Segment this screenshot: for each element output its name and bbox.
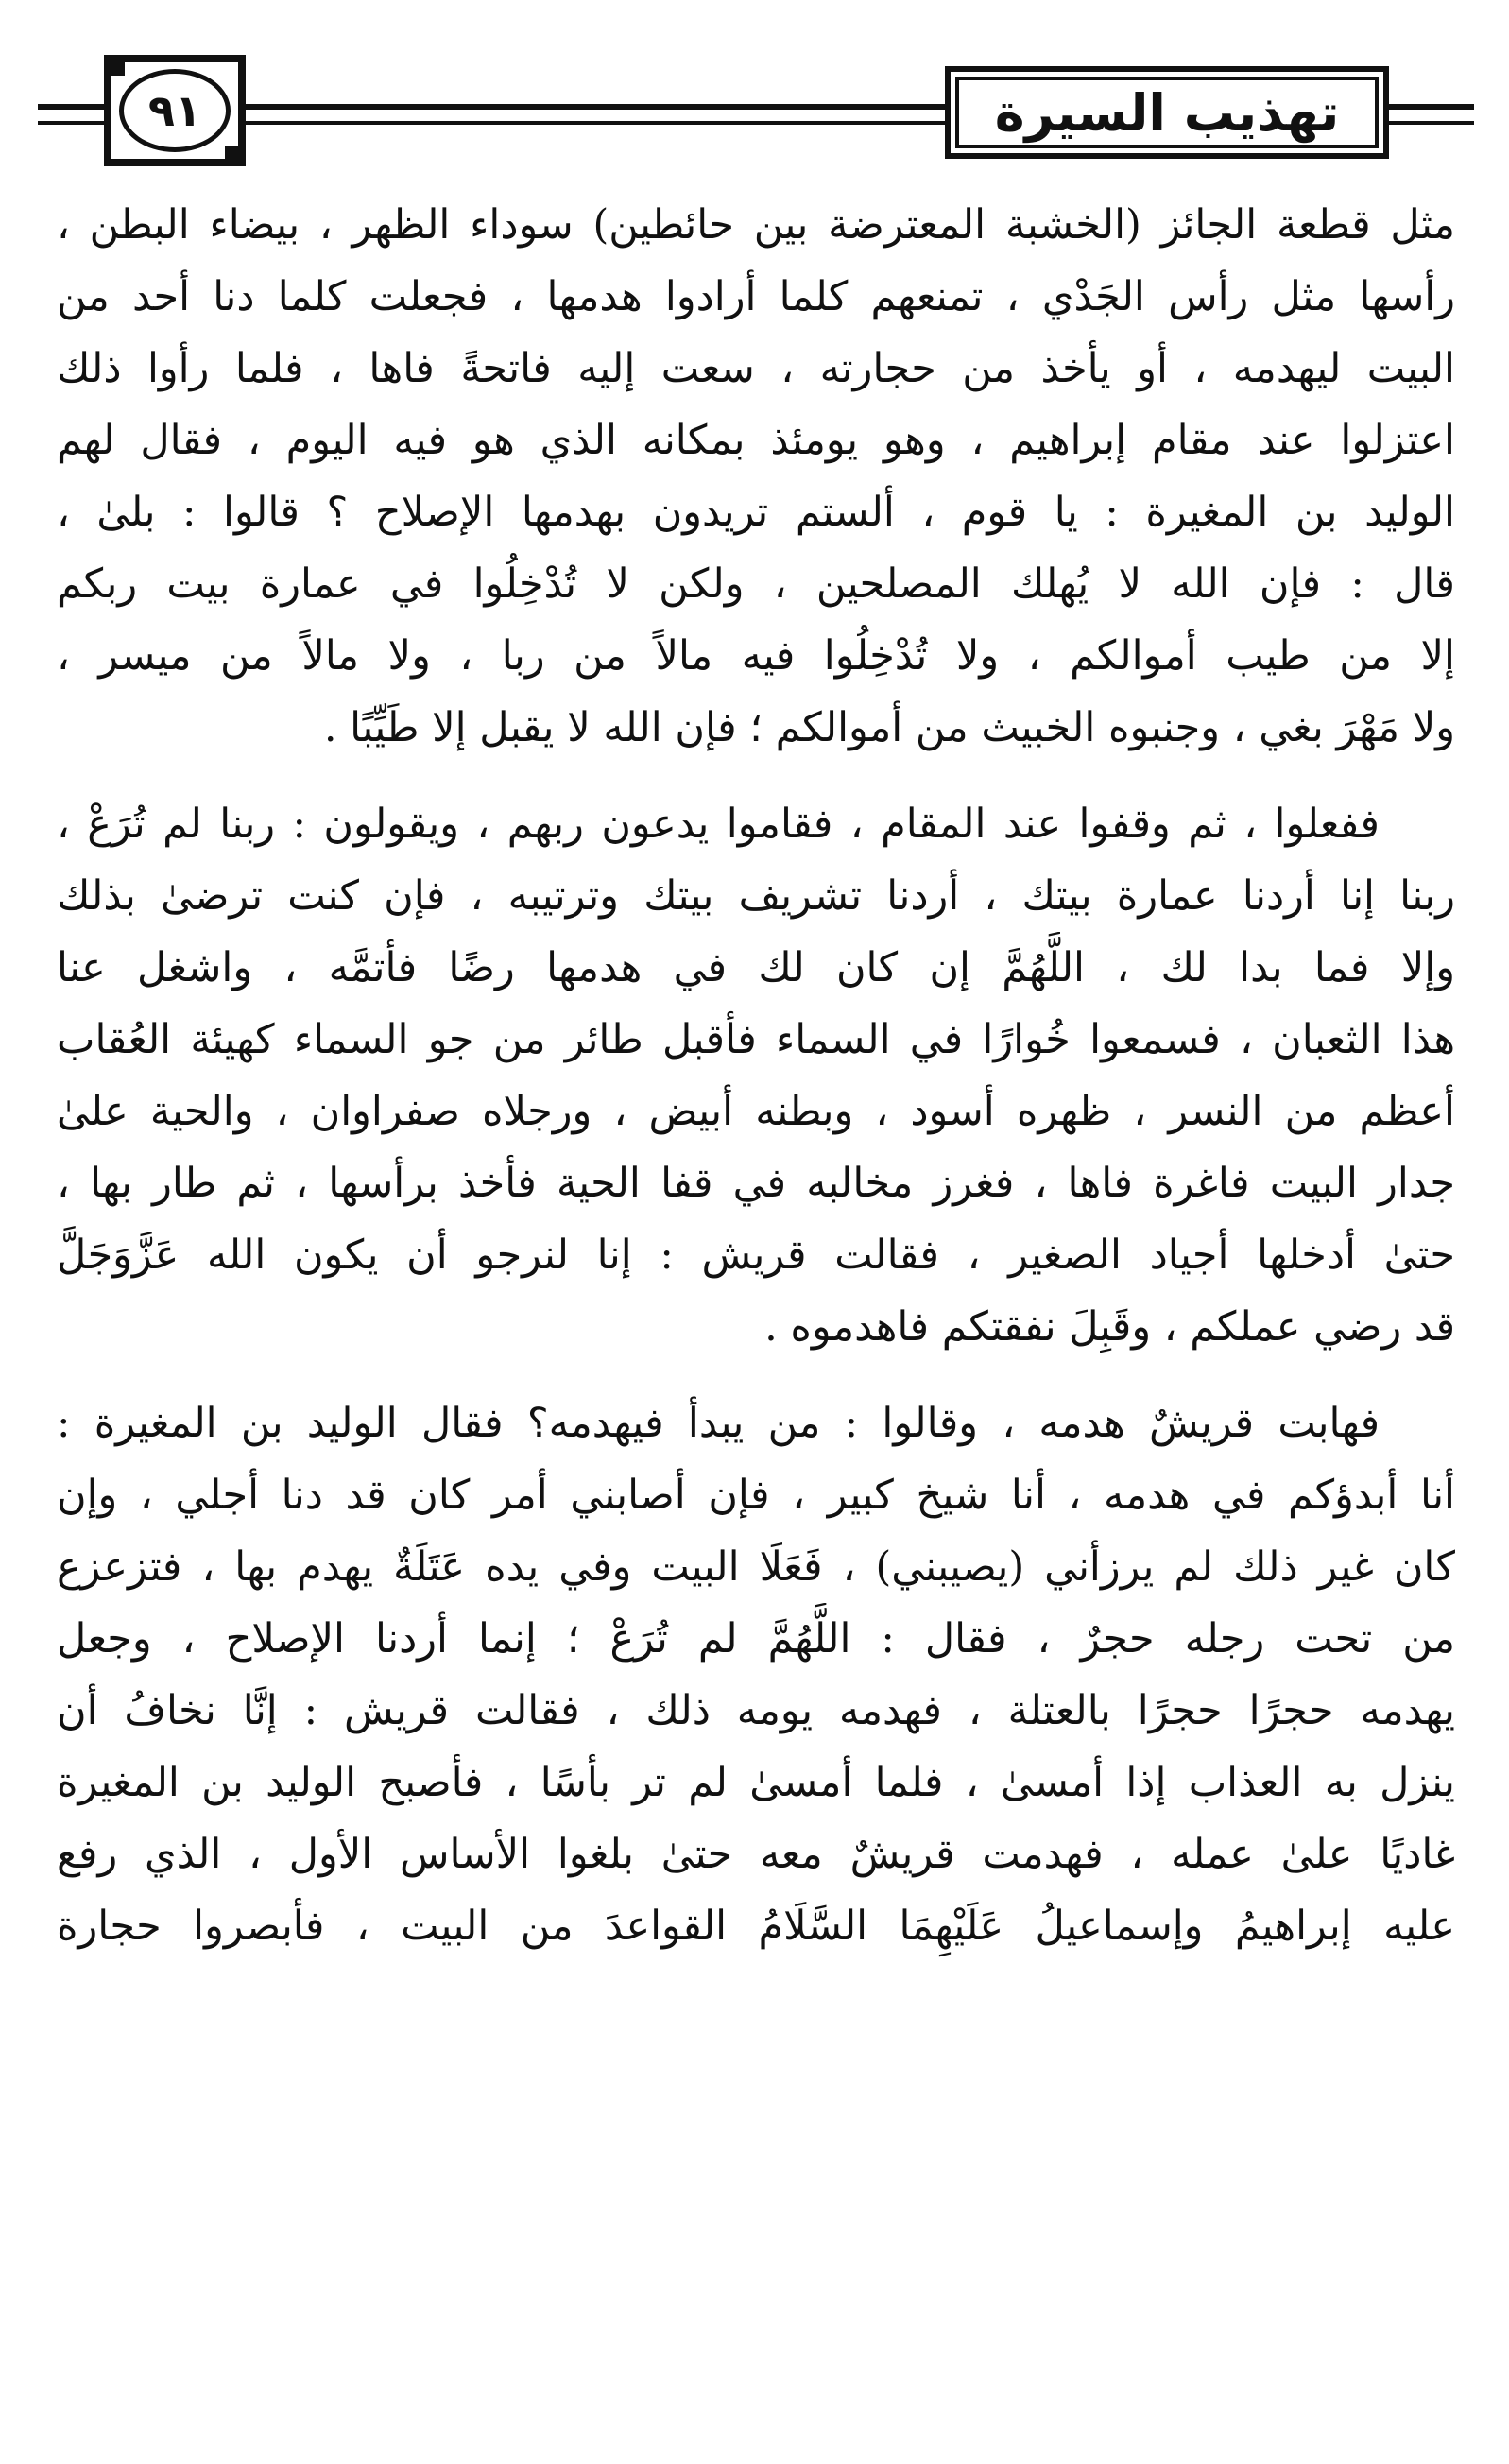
text-line: أنا أبدؤكم في هدمه ، أنا شيخ كبير ، فإن أصابني أمر كان قد دنا أجلي ، وإن (57, 1472, 1455, 1519)
page-header (38, 45, 1474, 178)
paragraph-1 (57, 189, 1455, 764)
text-line: كان غير ذلك لم يرزأني (يصيبني) ، فَعَلَا البيت وفي يده عَتَلَةٌ يهدم بها ، فتزعزع (57, 1543, 1455, 1591)
text-line: اعتزلوا عند مقام إبراهيم ، وهو يومئذ بمكانه الذي هو فيه اليوم ، فقال لهم (57, 417, 1455, 464)
text-line: غاديًا علىٰ عمله ، فهدمت قريشٌ معه حتىٰ بلغوا الأساس الأول ، الذي رفع (57, 1831, 1455, 1878)
text-line: وإلا فما بدا لك ، اللَّهُمَّ إن كان لك في هدمها رضًا فأتمَّه ، واشغل عنا (57, 944, 1455, 991)
text-line: إلا من طيب أموالكم ، ولا تُدْخِلُوا فيه مالاً من ربا ، ولا مالاً من ميسر ، (57, 632, 1455, 680)
page-number: ٩١ (119, 69, 231, 152)
text-line: فهابت قريشٌ هدمه ، وقالوا : من يبدأ فيهدمه؟ فقال الوليد بن المغيرة : (57, 1400, 1380, 1447)
text-line: ربنا إنا أردنا عمارة بيتك ، أردنا تشريف بيتك وترتيبه ، فإن كنت ترضىٰ بذلك (57, 872, 1455, 920)
book-title-frame (945, 66, 1389, 159)
text-line: ينزل به العذاب إذا أمسىٰ ، فلما أمسىٰ لم تر بأسًا ، فأصبح الوليد بن المغيرة (57, 1759, 1455, 1806)
text-line: يهدمه حجرًا حجرًا بالعتلة ، فهدمه يومه ذلك ، فقالت قريش : إنَّا نخافُ أن (57, 1687, 1455, 1734)
text-line: البيت ليهدمه ، أو يأخذ من حجارته ، سعت إليه فاتحةً فاها ، فلما رأوا ذلك (57, 345, 1455, 392)
text-line: ولا مَهْرَ بغي ، وجنبوه الخبيث من أموالكم ؛ فإن الله لا يقبل إلا طَيِّبًا . (323, 704, 1455, 751)
text-line: قال : فإن الله لا يُهلك المصلحين ، ولكن لا تُدْخِلُوا في عمارة بيت ربكم (57, 560, 1455, 608)
text-line: رأسها مثل رأس الجَدْي ، تمنعهم كلما أرادوا هدمها ، فجعلت كلما دنا أحد من (57, 273, 1455, 320)
text-line: عليه إبراهيمُ وإسماعيلُ عَلَيْهِمَا السَّلَامُ القواعدَ من البيت ، فأبصروا حجارة (57, 1903, 1455, 1950)
text-line: مثل قطعة الجائز (الخشبة المعترضة بين حائطين) سوداء الظهر ، بيضاء البطن ، (57, 201, 1455, 249)
text-line: قد رضي عملكم ، وقَبِلَ نفقتكم فاهدموه . (764, 1303, 1455, 1351)
paragraph-2 (57, 788, 1455, 1363)
page-number-frame (104, 55, 246, 166)
text-line: هذا الثعبان ، فسمعوا خُوارًا في السماء فأقبل طائر من جو السماء كهيئة العُقاب (57, 1016, 1455, 1063)
page-body (57, 189, 1455, 1962)
text-line: الوليد بن المغيرة : يا قوم ، ألستم تريدون بهدمها الإصلاح ؟ قالوا : بلىٰ ، (57, 489, 1455, 536)
paragraph-3 (57, 1387, 1455, 1962)
text-line: جدار البيت فاغرة فاها ، فغرز مخالبه في قفا الحية فأخذ برأسها ، ثم طار بها ، (57, 1160, 1455, 1207)
text-line: حتىٰ أدخلها أجياد الصغير ، فقالت قريش : إنا لنرجو أن يكون الله عَزَّوَجَلَّ (57, 1232, 1455, 1279)
text-line: أعظم من النسر ، ظهره أسود ، وبطنه أبيض ، ورجلاه صفراوان ، والحية علىٰ (57, 1088, 1455, 1135)
book-title: تهذيب السيرة (994, 82, 1340, 143)
text-line: من تحت رجله حجرٌ ، فقال : اللَّهُمَّ لم تُرَعْ ؛ إنما أردنا الإصلاح ، وجعل (57, 1615, 1455, 1663)
text-line: ففعلوا ، ثم وقفوا عند المقام ، فقاموا يدعون ربهم ، ويقولون : ربنا لم تُرَعْ ، (57, 801, 1380, 848)
